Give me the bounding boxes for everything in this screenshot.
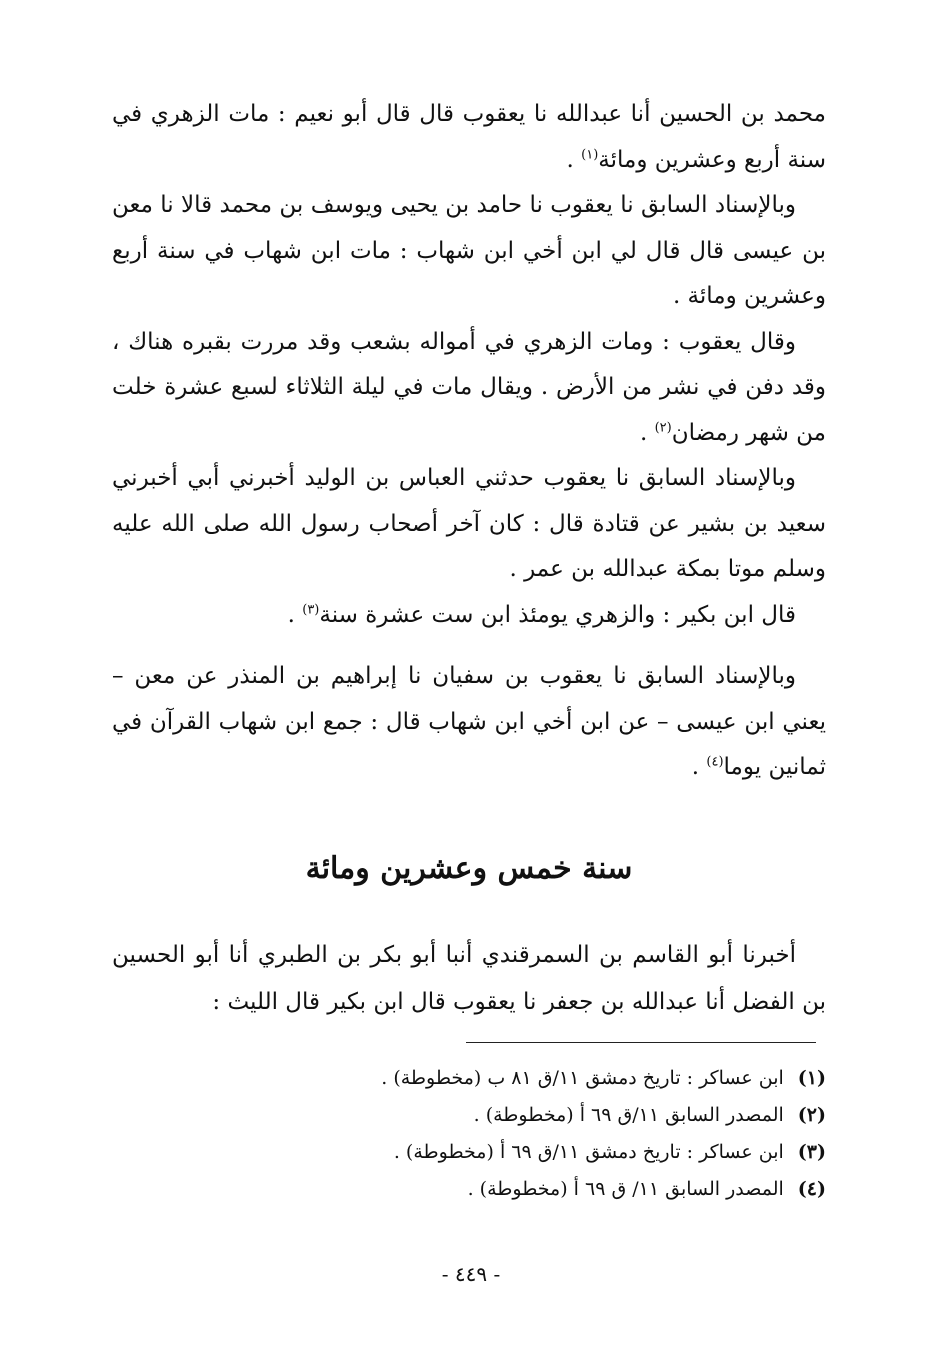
footnote-ref-4: (٤) [706, 754, 724, 770]
footnote-number: (١) [797, 1067, 826, 1089]
footnote-ref-2: (٢) [654, 419, 672, 435]
paragraph-6-tail: . [691, 754, 707, 780]
footnote-ref-1: (١) [581, 146, 599, 162]
paragraph-2 [112, 183, 826, 320]
section-paragraph-text: أخبرنا أبو القاسم بن السمرقندي أنبا أبو بكر بن الطبري أنا أبو الحسين بن الفضل أنا عبدالله بن جعفر نا يعقوب قال ابن بكير قال الليث : [112, 942, 826, 1015]
footnote-item [112, 1060, 826, 1097]
paragraph-1-text: محمد بن الحسين أنا عبدالله نا يعقوب قال قال أبو نعيم : مات الزهري في سنة أربع وعشرين ومائة [112, 101, 826, 173]
footnote-number: (٣) [797, 1141, 826, 1163]
paragraph-5-text: قال ابن بكير : والزهري يومئذ ابن ست عشرة سنة [319, 601, 796, 628]
section-heading: سنة خمس وعشرين ومائة [305, 851, 633, 886]
footnote-text: ابن عساكر : تاريخ دمشق ١١/ق ٨١ ب (مخطوطة) . [381, 1067, 784, 1089]
paragraph-2-text: وبالإسناد السابق نا يعقوب نا حامد بن يحيى ويوسف بن محمد قالا نا معن بن عيسى قال قال لي ابن أخي ابن شهاب : مات ابن شهاب في سنة أربع وعشرين ومائة . [112, 192, 826, 309]
paragraph-6 [112, 654, 826, 791]
footnote-divider [466, 1042, 816, 1043]
paragraph-3-tail: . [639, 419, 655, 446]
paragraph-4 [112, 456, 826, 593]
paragraph-3-text: وقال يعقوب : ومات الزهري في أمواله بشعب وقد مررت بقبره هناك ، وقد دفن في نشر من الأرض . ويقال مات في ليلة الثلاثاء لسبع عشرة خلت من شهر رمضان [112, 328, 826, 446]
footnote-item [112, 1134, 826, 1171]
paragraph-5-tail: . [287, 601, 303, 628]
section-paragraph [112, 932, 826, 1026]
footnote-text: المصدر السابق ١١/ ق ٦٩ أ (مخطوطة) . [467, 1178, 784, 1200]
page-number: - ٤٤٩ - [441, 1262, 501, 1286]
paragraph-3 [112, 320, 826, 457]
footnote-text: المصدر السابق ١١/ق ٦٩ أ (مخطوطة) . [473, 1104, 784, 1126]
paragraph-1-tail: . [566, 146, 582, 173]
footnotes-list [112, 1060, 826, 1208]
footnote-number: (٤) [797, 1178, 826, 1200]
main-text [112, 92, 826, 791]
footnote-number: (٢) [797, 1104, 826, 1126]
footnote-ref-3: (٣) [302, 601, 320, 617]
footnote-text: ابن عساكر : تاريخ دمشق ١١/ق ٦٩ أ (مخطوطة) . [393, 1141, 784, 1163]
paragraph-5 [112, 593, 826, 639]
footnote-item [112, 1171, 826, 1208]
paragraph-4-text: وبالإسناد السابق نا يعقوب حدثني العباس بن الوليد أخبرني أبي أخبرني سعيد بن بشير عن قتادة قال : كان آخر أصحاب رسول الله صلى الله عليه وسلم موتا بمكة عبدالله بن عمر . [112, 465, 826, 582]
paragraph-6-text: وبالإسناد السابق نا يعقوب بن سفيان نا إبراهيم بن المنذر عن معن – يعني ابن عيسى – عن ابن أخي ابن شهاب قال : جمع ابن شهاب القرآن في ثمانين يوما [112, 663, 826, 780]
paragraph-1 [112, 92, 826, 183]
footnote-item [112, 1097, 826, 1134]
